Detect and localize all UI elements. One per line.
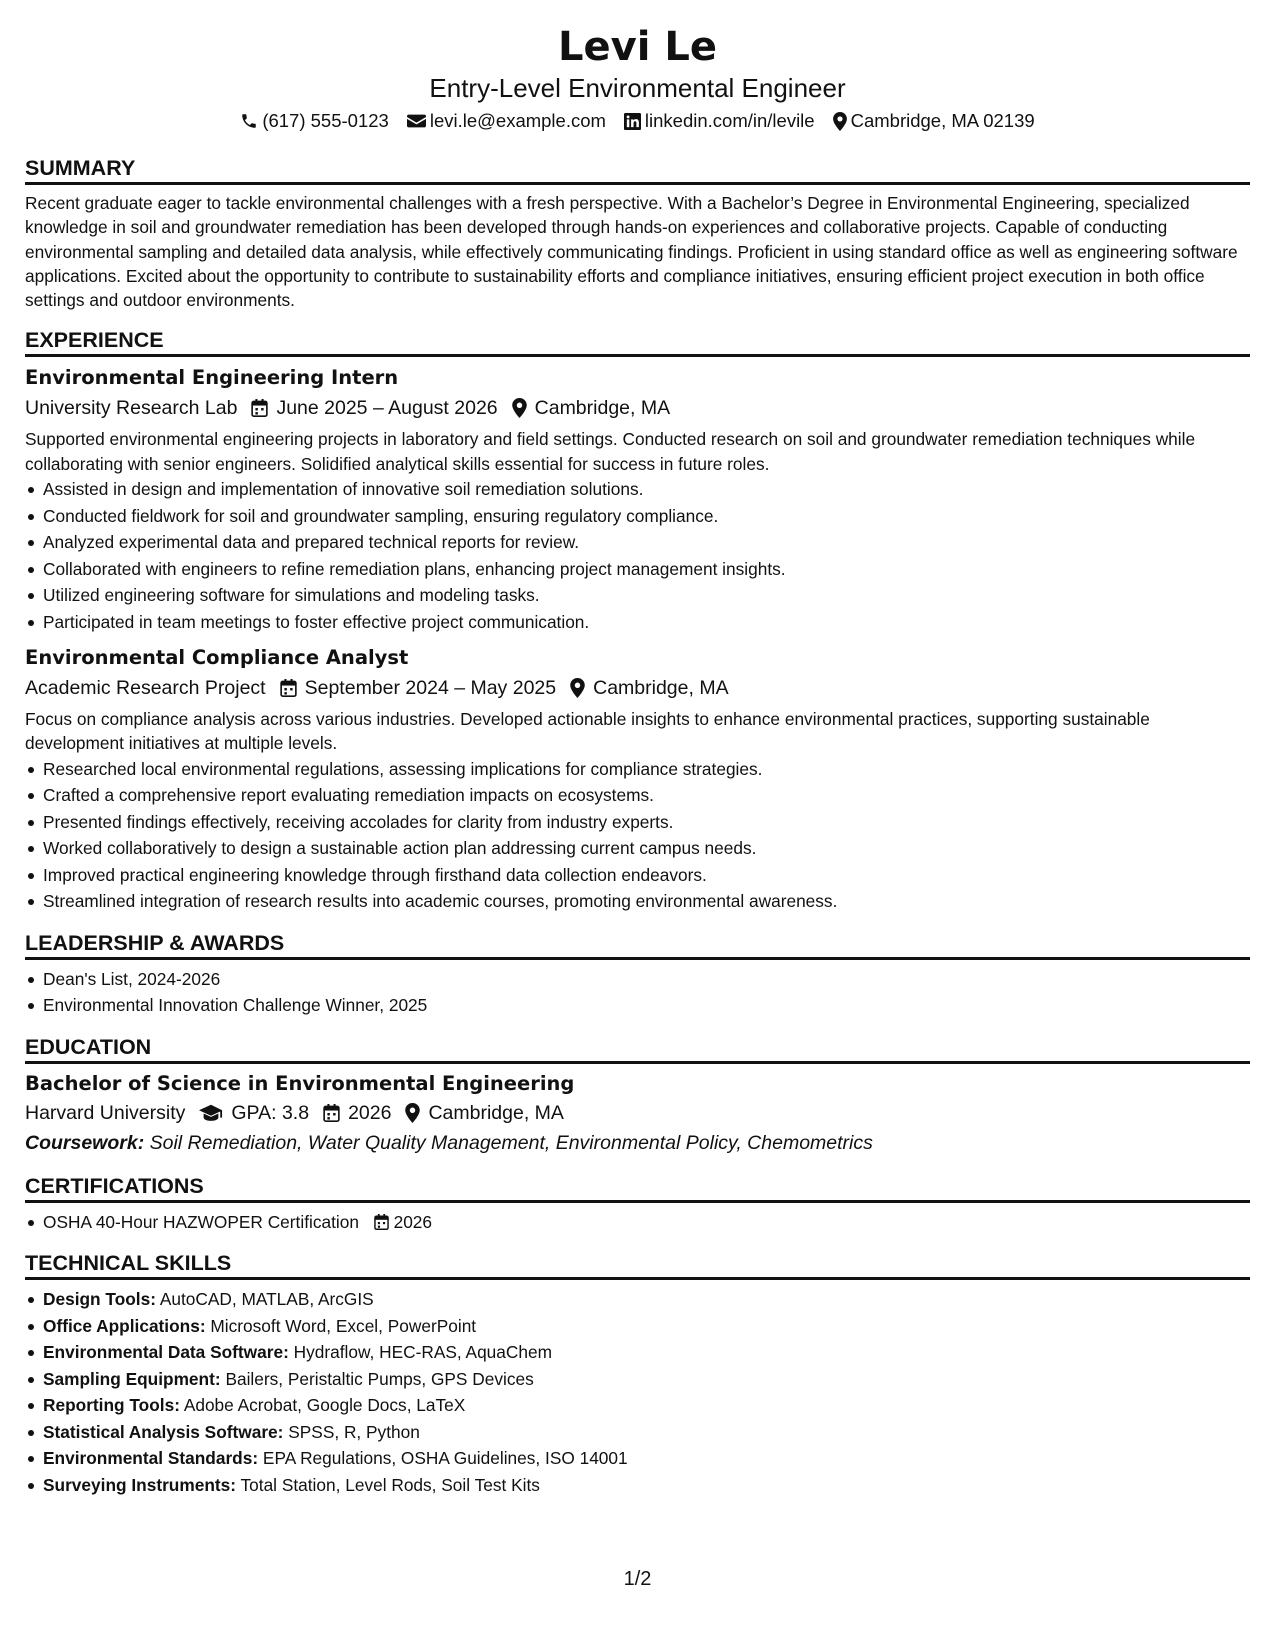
list-item: Conducted fieldwork for soil and groundwater sampling, ensuring regulatory compliance. xyxy=(43,503,1250,530)
contact-location xyxy=(833,108,1035,134)
list-item xyxy=(43,1419,1250,1446)
candidate-title: Entry-Level Environmental Engineer xyxy=(429,73,846,103)
phone-icon xyxy=(240,112,258,130)
skill-label: Office Applications: xyxy=(43,1315,206,1336)
page-number: 1/2 xyxy=(623,1568,652,1590)
summary-section xyxy=(25,154,1250,312)
map-pin-icon xyxy=(405,1103,420,1123)
calendar-icon xyxy=(323,1104,340,1122)
job-entry xyxy=(25,643,1250,915)
awards-list xyxy=(25,966,1250,1019)
school-name: Harvard University xyxy=(25,1101,186,1124)
education-meta xyxy=(25,1098,1250,1128)
map-pin-icon xyxy=(512,398,527,418)
education-section xyxy=(25,1033,1250,1158)
contact-linkedin[interactable] xyxy=(624,108,815,134)
coursework-list: Soil Remediation, Water Quality Management, Environmental Policy, Chemometrics xyxy=(149,1131,873,1154)
list-item xyxy=(43,1313,1250,1340)
linkedin-icon xyxy=(624,113,641,130)
list-item: Researched local environmental regulations, assessing implications for compliance strategies. xyxy=(43,756,1250,783)
section-heading: TECHNICAL SKILLS xyxy=(25,1249,1250,1280)
job-meta xyxy=(25,673,1250,703)
job-title: Environmental Engineering Intern xyxy=(25,366,399,390)
skills-list xyxy=(25,1286,1250,1498)
skill-label: Statistical Analysis Software: xyxy=(43,1421,284,1442)
list-item xyxy=(43,1339,1250,1366)
skill-label: Reporting Tools: xyxy=(43,1395,180,1416)
list-item: Collaborated with engineers to refine remediation plans, enhancing project management insights. xyxy=(43,556,1250,583)
list-item xyxy=(43,1209,1250,1236)
skill-value: AutoCAD, MATLAB, ArcGIS xyxy=(159,1289,374,1310)
job-entry xyxy=(25,363,1250,635)
envelope-icon xyxy=(407,113,426,129)
contact-email[interactable] xyxy=(407,108,606,134)
cert-year: 2026 xyxy=(393,1211,433,1232)
calendar-icon xyxy=(251,399,268,417)
skill-label: Surveying Instruments: xyxy=(43,1474,237,1495)
list-item: Environmental Innovation Challenge Winner, 2025 xyxy=(43,992,1250,1019)
job-dates: September 2024 – May 2025 xyxy=(304,677,557,700)
section-heading: EDUCATION xyxy=(25,1033,1250,1064)
job-location: Cambridge, MA xyxy=(593,677,729,700)
job-title: Environmental Compliance Analyst xyxy=(25,646,409,670)
list-item: Streamlined integration of research results into academic courses, promoting environmental awareness. xyxy=(43,888,1250,915)
skill-label: Environmental Standards: xyxy=(43,1448,259,1469)
skill-label: Design Tools: xyxy=(43,1289,156,1310)
list-item: Presented findings effectively, receiving accolades for clarity from industry experts. xyxy=(43,809,1250,836)
list-item: Utilized engineering software for simulations and modeling tasks. xyxy=(43,582,1250,609)
phone-text: (617) 555-0123 xyxy=(262,110,389,131)
skill-value: SPSS, R, Python xyxy=(288,1421,420,1442)
list-item: Participated in team meetings to foster effective project communication. xyxy=(43,609,1250,636)
resume-page xyxy=(25,22,1250,1498)
list-item: Improved practical engineering knowledge through firsthand data collection endeavors. xyxy=(43,862,1250,889)
job-org: University Research Lab xyxy=(25,397,238,420)
certifications-section xyxy=(25,1172,1250,1236)
experience-section xyxy=(25,326,1250,914)
list-item xyxy=(43,1286,1250,1313)
list-item: Assisted in design and implementation of innovative soil remediation solutions. xyxy=(43,476,1250,503)
skill-value: EPA Regulations, OSHA Guidelines, ISO 14001 xyxy=(262,1448,628,1469)
job-org: Academic Research Project xyxy=(25,677,266,700)
list-item xyxy=(43,1392,1250,1419)
job-dates: June 2025 – August 2026 xyxy=(276,397,498,420)
awards-section xyxy=(25,929,1250,1019)
list-item xyxy=(43,1445,1250,1472)
school-location: Cambridge, MA xyxy=(428,1101,564,1124)
summary-text: Recent graduate eager to tackle environmental challenges with a fresh perspective. With a Bachelor’s Degree in Environmental Engineering, specialized knowledge in soil and groundwater remediation has been developed through hands-on experiences and collaborative projects. Capable of conducting environmental sampling and detailed data analysis, while effectively communicating findings. Proficient in using standard office as well as engineering software applications. Excited about the opportunity to contribute to sustainability efforts and compliance initiatives, ensuring efficient project execution in both office settings and outdoor environments. xyxy=(25,193,1238,311)
skill-label: Environmental Data Software: xyxy=(43,1342,289,1363)
grad-year: 2026 xyxy=(348,1101,392,1124)
job-description: Focus on compliance analysis across various industries. Developed actionable insights to enhance environmental practices, supporting sustainable development initiatives at multiple levels. xyxy=(25,709,1150,754)
list-item xyxy=(43,1366,1250,1393)
skill-value: Total Station, Level Rods, Soil Test Kits xyxy=(240,1474,540,1495)
calendar-icon xyxy=(280,679,297,697)
map-pin-icon xyxy=(833,112,847,131)
section-heading: LEADERSHIP & AWARDS xyxy=(25,929,1250,960)
job-bullets xyxy=(25,756,1250,915)
list-item xyxy=(43,1472,1250,1499)
cert-name: OSHA 40-Hour HAZWOPER Certification xyxy=(43,1211,359,1232)
calendar-icon xyxy=(374,1214,389,1230)
list-item: Crafted a comprehensive report evaluating remediation impacts on ecosystems. xyxy=(43,782,1250,809)
coursework-label: Coursework: xyxy=(25,1131,145,1154)
degree-title: Bachelor of Science in Environmental Engineering xyxy=(25,1071,575,1095)
skill-value: Microsoft Word, Excel, PowerPoint xyxy=(210,1315,477,1336)
graduation-cap-icon xyxy=(199,1104,223,1122)
gpa: GPA: 3.8 xyxy=(231,1101,310,1124)
section-heading: EXPERIENCE xyxy=(25,326,1250,357)
coursework xyxy=(25,1128,1250,1158)
location-text: Cambridge, MA 02139 xyxy=(850,110,1035,131)
job-description: Supported environmental engineering projects in laboratory and field settings. Conducted research on soil and groundwater remediation techniques while collaborating with senior engineers. Solidified analytical skills essential for success in future roles. xyxy=(25,429,1196,474)
contact-bar xyxy=(25,108,1250,134)
list-item: Worked collaboratively to design a sustainable action plan addressing current campus needs. xyxy=(43,835,1250,862)
skill-value: Bailers, Peristaltic Pumps, GPS Devices xyxy=(225,1368,534,1389)
certifications-list xyxy=(25,1209,1250,1236)
skills-section xyxy=(25,1249,1250,1498)
skill-value: Adobe Acrobat, Google Docs, LaTeX xyxy=(183,1395,466,1416)
list-item: Dean's List, 2024-2026 xyxy=(43,966,1250,993)
job-bullets xyxy=(25,476,1250,635)
map-pin-icon xyxy=(570,678,585,698)
skill-label: Sampling Equipment: xyxy=(43,1368,221,1389)
skill-value: Hydraflow, HEC-RAS, AquaChem xyxy=(293,1342,552,1363)
contact-phone xyxy=(240,108,389,134)
job-meta xyxy=(25,393,1250,423)
linkedin-text[interactable]: linkedin.com/in/levile xyxy=(644,110,815,131)
email-text[interactable]: levi.le@example.com xyxy=(429,110,606,131)
section-heading: CERTIFICATIONS xyxy=(25,1172,1250,1203)
section-heading: SUMMARY xyxy=(25,154,1250,185)
list-item: Analyzed experimental data and prepared technical reports for review. xyxy=(43,529,1250,556)
job-location: Cambridge, MA xyxy=(534,397,671,420)
candidate-name: Levi Le xyxy=(558,24,717,70)
